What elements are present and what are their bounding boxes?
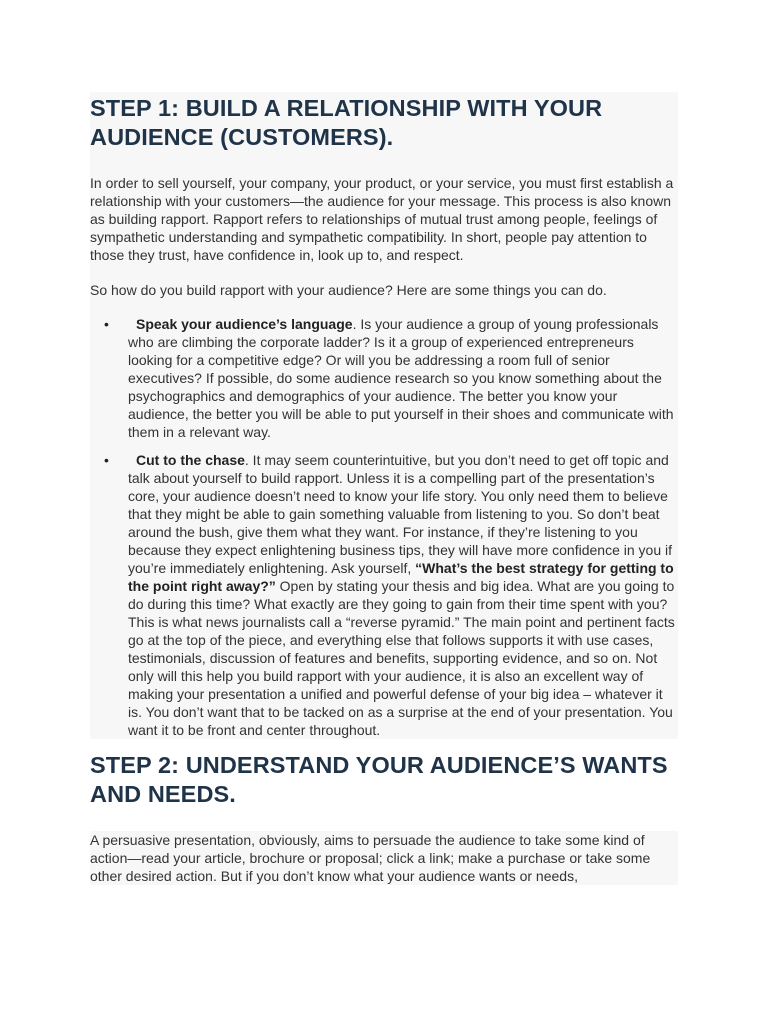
list-item-text: . It may seem counterintuitive, but you don’t need to get off topic and talk about yourself to build rapport. Unless it is a compelling part of the presentation’s core, your audience doesn’t need to know your life story. You only need them to believe that they might be able to gain something valuable from listening to you. So don’t beat around the bush, give them what they want. For instance, if they’re listening to you because they expect enlightening business tips, they will have more confidence in you if you’re immediately enlightening. Ask yourself,	[128, 452, 672, 576]
tips-list	[90, 315, 678, 739]
bullet-icon: •	[104, 452, 109, 468]
list-item-bold: Speak your audience’s language	[136, 316, 353, 332]
list-item-bold: Cut to the chase	[136, 452, 245, 468]
list-item-text-continued: Open by stating your thesis and big idea. What are you going to do during this time? What exactly are they going to gain from their time spent with you? This is what news journalists call a “reverse pyramid.” The main point and pertinent facts go at the top of the piece, and everything else that follows supports it with use cases, testimonials, discussion of features and benefits, supporting evidence, and so on. Not only will this help you build rapport with your audience, it is also an excellent way of making your presentation a unified and powerful defense of your big idea – whatever it is. You don’t want that to be tacked on as a surprise at the end of your presentation. You want it to be front and center throughout.	[128, 578, 675, 738]
step2-heading: STEP 2: UNDERSTAND YOUR AUDIENCE’S WANTS AND NEEDS.	[90, 752, 668, 807]
list-item	[104, 451, 678, 739]
document-page	[90, 92, 678, 885]
step1-section	[90, 92, 678, 739]
step1-paragraph-1: In order to sell yourself, your company, your product, or your service, you must first establish a relationship with your customers—the audience for your message. This process is also known as building rapport. Rapport refers to relationships of mutual trust among people, feelings of sympathetic understanding and sympathetic compatibility. In short, people pay attention to those they trust, have confidence in, look up to, and respect.	[90, 175, 674, 263]
bullet-icon: •	[104, 316, 109, 332]
step2-section	[90, 739, 678, 885]
list-item	[104, 315, 678, 451]
step1-heading: STEP 1: BUILD A RELATIONSHIP WITH YOUR AUDIENCE (CUSTOMERS).	[90, 95, 603, 150]
list-item-text: . Is your audience a group of young professionals who are climbing the corporate ladder? Is it a group of experienced entrepreneurs looking for a competitive edge? Or will you be addressing a room full of senior executives? If possible, do some audience research so you know something about the psychographics and demographics of your audience. The better you know your audience, the better you will be able to put yourself in their shoes and communicate with them in a relevant way.	[128, 316, 674, 440]
step2-paragraph-1: A persuasive presentation, obviously, aims to persuade the audience to take some kind of action—read your article, brochure or proposal; click a link; make a purchase or take some other desired action. But if you don’t know what your audience wants or needs,	[90, 831, 678, 885]
list-item-bold-quote: “What’s the best strategy for getting to the point right away?”	[128, 560, 674, 594]
step1-paragraph-2: So how do you build rapport with your audience? Here are some things you can do.	[90, 282, 607, 298]
